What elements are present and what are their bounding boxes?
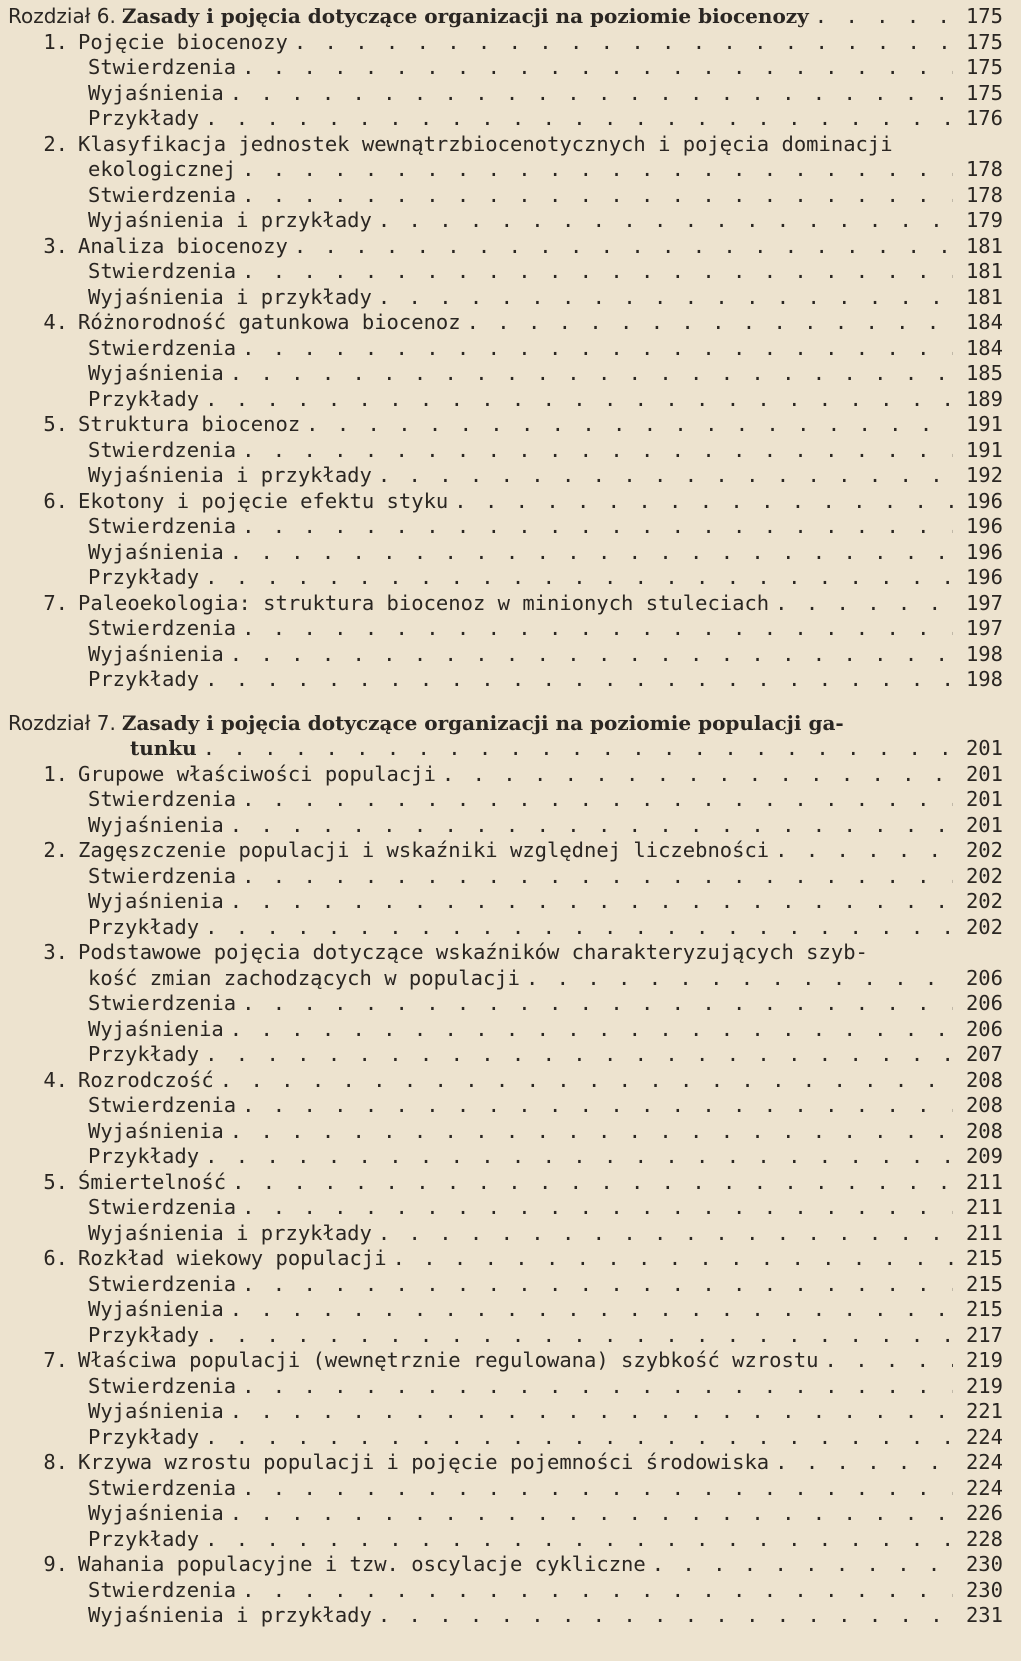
subsection-title: Wyjaśnienia i przykłady xyxy=(88,284,372,309)
section-title: Rozrodczość xyxy=(78,1067,214,1092)
section-title: Struktura biocenoz xyxy=(78,412,301,436)
subsection-title: Wyjaśnienia xyxy=(88,812,224,837)
subsection-entry xyxy=(8,667,1003,693)
subsection-title: Stwierdzenia xyxy=(88,1195,237,1219)
subsection-entry xyxy=(8,1501,1003,1527)
chapter-label: Rozdział 6. xyxy=(8,4,116,28)
section-page-number: 178 xyxy=(965,157,1003,181)
section-title: Grupowe właściwości populacji xyxy=(78,761,436,786)
dot-leader xyxy=(242,1195,953,1221)
subsection-title: Przykłady xyxy=(88,1424,200,1449)
subsection-page-number: 209 xyxy=(965,1144,1003,1168)
dot-leader xyxy=(294,234,953,260)
section-page-number: 181 xyxy=(965,233,1003,258)
subsection-page-number: 197 xyxy=(965,616,1003,640)
section-entry xyxy=(8,838,1003,864)
subsection-title: Stwierdzenia xyxy=(88,1093,237,1117)
subsection-entry xyxy=(8,81,1003,107)
subsection-page-number: 215 xyxy=(965,1297,1003,1321)
subsection-title: Stwierdzenia xyxy=(88,335,237,360)
table-of-contents xyxy=(8,4,1003,1629)
dot-leader xyxy=(378,1221,953,1247)
subsection-title: Wyjaśnienia xyxy=(88,1016,224,1041)
subsection-page-number: 211 xyxy=(965,1195,1003,1219)
section-entry-cont xyxy=(8,157,1003,183)
subsection-entry xyxy=(8,1425,1003,1451)
subsection-page-number: 176 xyxy=(965,106,1003,130)
subsection-entry xyxy=(8,336,1003,362)
dot-leader xyxy=(205,1042,953,1068)
chapter-title: Zasady i pojęcia dotyczące organizacji na poziomie biocenozy xyxy=(121,4,809,28)
section-title: Zagęszczenie populacji i wskaźniki względnej liczebności xyxy=(78,838,770,862)
subsection-entry xyxy=(8,1272,1003,1298)
section-page-number: 184 xyxy=(965,310,1003,334)
subsection-entry xyxy=(8,1476,1003,1502)
dot-leader xyxy=(230,642,953,668)
subsection-entry xyxy=(8,1578,1003,1604)
chapter-page-number: 175 xyxy=(965,4,1003,28)
section-title: Pojęcie biocenozy xyxy=(78,29,288,54)
section-entry xyxy=(8,412,1003,438)
dot-leader xyxy=(242,1374,953,1400)
subsection-page-number: 175 xyxy=(965,55,1003,79)
subsection-title: Przykłady xyxy=(88,565,200,589)
section-entry xyxy=(8,234,1003,260)
subsection-page-number: 224 xyxy=(965,1424,1003,1449)
dot-leader xyxy=(230,889,953,915)
dot-leader xyxy=(205,1527,953,1553)
subsection-entry xyxy=(8,514,1003,540)
subsection-title: Stwierdzenia xyxy=(88,1373,237,1398)
subsection-page-number: 202 xyxy=(965,914,1003,939)
subsection-title: Wyjaśnienia xyxy=(88,1118,224,1143)
section-entry-cont xyxy=(8,966,1003,992)
subsection-page-number: 202 xyxy=(965,863,1003,888)
dot-leader xyxy=(242,787,953,813)
subsection-entry xyxy=(8,208,1003,234)
section-entry xyxy=(8,762,1003,788)
subsection-title: Wyjaśnienia xyxy=(88,80,224,105)
subsection-page-number: 179 xyxy=(965,208,1003,232)
section-page-number: 175 xyxy=(965,29,1003,54)
subsection-title: Wyjaśnienia i przykłady xyxy=(88,1603,372,1627)
section-title: Rozkład wiekowy populacji xyxy=(78,1246,387,1270)
section-entry xyxy=(8,30,1003,56)
section-number: 9. xyxy=(43,1552,68,1576)
chapter-heading xyxy=(8,711,1003,737)
subsection-page-number: 178 xyxy=(965,182,1003,207)
section-number: 1. xyxy=(43,29,68,54)
section-title: Analiza biocenozy xyxy=(78,233,288,258)
subsection-page-number: 219 xyxy=(965,1373,1003,1398)
subsection-entry xyxy=(8,183,1003,209)
section-page-number: 206 xyxy=(965,965,1003,990)
section-title: Śmiertelność xyxy=(78,1169,227,1194)
section-number: 2. xyxy=(43,838,68,862)
section-page-number: 201 xyxy=(965,761,1003,786)
section-entry xyxy=(8,940,1003,966)
subsection-title: Stwierdzenia xyxy=(88,182,237,207)
dot-leader xyxy=(205,565,953,591)
subsection-entry xyxy=(8,387,1003,413)
dot-leader xyxy=(242,1272,953,1298)
chapter-label: Rozdział 7. xyxy=(8,710,116,735)
subsection-title: Stwierdzenia xyxy=(88,514,237,538)
subsection-entry xyxy=(8,864,1003,890)
chapter-block xyxy=(8,4,1003,693)
dot-leader xyxy=(242,991,953,1017)
subsection-entry xyxy=(8,889,1003,915)
section-page-number: 197 xyxy=(965,590,1003,615)
subsection-page-number: 207 xyxy=(965,1042,1003,1066)
dot-leader xyxy=(230,1297,953,1323)
subsection-page-number: 215 xyxy=(965,1271,1003,1296)
subsection-page-number: 208 xyxy=(965,1093,1003,1117)
section-number: 3. xyxy=(43,233,68,258)
section-number: 7. xyxy=(43,1348,68,1372)
section-entry xyxy=(8,1246,1003,1272)
dot-leader xyxy=(526,966,953,992)
dot-leader xyxy=(378,463,953,489)
section-page-number: 202 xyxy=(965,838,1003,862)
section-title: Wahania populacyjne i tzw. oscylacje cykliczne xyxy=(78,1552,646,1576)
dot-leader xyxy=(378,208,953,234)
subsection-title: Stwierdzenia xyxy=(88,1577,237,1602)
subsection-entry xyxy=(8,1323,1003,1349)
subsection-entry xyxy=(8,1297,1003,1323)
subsection-page-number: 224 xyxy=(965,1475,1003,1500)
subsection-entry xyxy=(8,1042,1003,1068)
dot-leader xyxy=(230,813,953,839)
dot-leader xyxy=(242,259,953,285)
subsection-title: Przykłady xyxy=(88,386,200,411)
subsection-page-number: 184 xyxy=(965,335,1003,360)
subsection-entry xyxy=(8,991,1003,1017)
dot-leader xyxy=(242,864,953,890)
section-title: Paleoekologia: struktura biocenoz w minionych stuleciach xyxy=(78,590,770,615)
section-number: 6. xyxy=(43,1246,68,1270)
dot-leader xyxy=(232,1170,953,1196)
dot-leader xyxy=(242,514,953,540)
subsection-entry xyxy=(8,1195,1003,1221)
subsection-title: Przykłady xyxy=(88,1526,200,1551)
subsection-entry xyxy=(8,1119,1003,1145)
subsection-title: Wyjaśnienia xyxy=(88,1399,224,1423)
subsection-page-number: 196 xyxy=(965,565,1003,589)
section-page-number: 224 xyxy=(965,1450,1003,1474)
section-title: Podstawowe pojęcia dotyczące wskaźników charakteryzujących szyb- xyxy=(78,940,868,964)
subsection-page-number: 175 xyxy=(965,80,1003,105)
section-page-number: 219 xyxy=(965,1348,1003,1372)
section-title: Klasyfikacja jednostek wewnątrzbiocenotycznych i pojęcia dominacji xyxy=(78,131,893,156)
dot-leader xyxy=(205,1425,953,1451)
dot-leader xyxy=(230,361,953,387)
subsection-page-number: 196 xyxy=(965,539,1003,564)
chapter-block xyxy=(8,711,1003,1629)
subsection-page-number: 181 xyxy=(965,259,1003,283)
section-title-cont: kość zmian zachodzących w populacji xyxy=(88,965,520,990)
section-entry xyxy=(8,310,1003,336)
subsection-title: Wyjaśnienia xyxy=(88,889,224,913)
dot-leader xyxy=(205,106,953,132)
subsection-page-number: 201 xyxy=(965,787,1003,811)
dot-leader xyxy=(815,4,953,30)
section-title-cont: ekologicznej xyxy=(88,157,237,181)
subsection-entry xyxy=(8,565,1003,591)
subsection-title: Przykłady xyxy=(88,1144,200,1168)
subsection-title: Wyjaśnienia xyxy=(88,361,224,385)
subsection-page-number: 185 xyxy=(965,361,1003,385)
section-number: 6. xyxy=(43,488,68,513)
section-entry xyxy=(8,1068,1003,1094)
subsection-title: Wyjaśnienia i przykłady xyxy=(88,463,372,487)
section-title: Krzywa wzrostu populacji i pojęcie pojemności środowiska xyxy=(78,1450,770,1474)
dot-leader xyxy=(242,336,953,362)
section-entry xyxy=(8,1348,1003,1374)
section-entry xyxy=(8,132,1003,158)
dot-leader xyxy=(205,387,953,413)
subsection-title: Wyjaśnienia xyxy=(88,1501,224,1525)
subsection-entry xyxy=(8,106,1003,132)
section-number: 3. xyxy=(43,940,68,964)
chapter-heading xyxy=(8,4,1003,30)
subsection-entry xyxy=(8,540,1003,566)
section-page-number: 230 xyxy=(965,1552,1003,1576)
subsection-page-number: 196 xyxy=(965,514,1003,538)
subsection-title: Wyjaśnienia xyxy=(88,641,224,666)
dot-leader xyxy=(205,667,953,693)
section-number: 1. xyxy=(43,761,68,786)
dot-leader xyxy=(242,438,953,464)
dot-leader xyxy=(205,1144,953,1170)
dot-leader xyxy=(230,1399,953,1425)
dot-leader xyxy=(775,591,953,617)
section-page-number: 215 xyxy=(965,1246,1003,1270)
subsection-page-number: 211 xyxy=(965,1220,1003,1245)
dot-leader xyxy=(230,540,953,566)
subsection-page-number: 192 xyxy=(965,463,1003,487)
subsection-title: Przykłady xyxy=(88,914,200,939)
subsection-entry xyxy=(8,787,1003,813)
dot-leader xyxy=(467,310,953,336)
subsection-page-number: 230 xyxy=(965,1577,1003,1602)
subsection-title: Wyjaśnienia i przykłady xyxy=(88,208,372,232)
subsection-entry xyxy=(8,361,1003,387)
dot-leader xyxy=(205,915,953,941)
subsection-title: Stwierdzenia xyxy=(88,1475,237,1500)
subsection-title: Wyjaśnienia i przykłady xyxy=(88,1220,372,1245)
dot-leader xyxy=(825,1348,953,1374)
dot-leader xyxy=(220,1068,953,1094)
subsection-entry xyxy=(8,259,1003,285)
subsection-page-number: 198 xyxy=(965,667,1003,691)
subsection-entry xyxy=(8,1527,1003,1553)
subsection-entry xyxy=(8,1399,1003,1425)
subsection-page-number: 189 xyxy=(965,386,1003,411)
subsection-page-number: 206 xyxy=(965,1016,1003,1041)
subsection-title: Stwierdzenia xyxy=(88,1271,237,1296)
dot-leader xyxy=(242,55,953,81)
subsection-title: Przykłady xyxy=(88,1322,200,1347)
chapter-heading-cont xyxy=(8,736,1003,762)
section-page-number: 208 xyxy=(965,1067,1003,1092)
subsection-entry xyxy=(8,1221,1003,1247)
dot-leader xyxy=(242,1476,953,1502)
subsection-title: Stwierdzenia xyxy=(88,55,237,79)
subsection-entry xyxy=(8,1093,1003,1119)
section-number: 7. xyxy=(43,590,68,615)
dot-leader xyxy=(242,157,953,183)
dot-leader xyxy=(294,30,953,56)
subsection-page-number: 228 xyxy=(965,1526,1003,1551)
subsection-title: Stwierdzenia xyxy=(88,437,237,462)
dot-leader xyxy=(242,1578,953,1604)
dot-leader xyxy=(393,1246,953,1272)
section-entry xyxy=(8,489,1003,515)
subsection-title: Stwierdzenia xyxy=(88,259,237,283)
subsection-page-number: 191 xyxy=(965,437,1003,462)
dot-leader xyxy=(230,1119,953,1145)
subsection-page-number: 201 xyxy=(965,812,1003,837)
dot-leader xyxy=(442,762,953,788)
section-number: 8. xyxy=(43,1450,68,1474)
dot-leader xyxy=(203,736,953,762)
subsection-entry xyxy=(8,1603,1003,1629)
dot-leader xyxy=(242,1093,953,1119)
dot-leader xyxy=(242,616,953,642)
dot-leader xyxy=(775,838,953,864)
subsection-entry xyxy=(8,55,1003,81)
dot-leader xyxy=(652,1552,953,1578)
subsection-title: Wyjaśnienia xyxy=(88,539,224,564)
section-number: 2. xyxy=(43,131,68,156)
subsection-title: Stwierdzenia xyxy=(88,787,237,811)
dot-leader xyxy=(242,183,953,209)
subsection-title: Stwierdzenia xyxy=(88,991,237,1015)
dot-leader xyxy=(205,1323,953,1349)
subsection-entry xyxy=(8,1374,1003,1400)
section-entry xyxy=(8,1170,1003,1196)
subsection-page-number: 206 xyxy=(965,991,1003,1015)
subsection-entry xyxy=(8,285,1003,311)
section-page-number: 211 xyxy=(965,1169,1003,1194)
subsection-page-number: 198 xyxy=(965,641,1003,666)
subsection-entry xyxy=(8,1017,1003,1043)
subsection-entry xyxy=(8,438,1003,464)
dot-leader xyxy=(230,81,953,107)
subsection-title: Stwierdzenia xyxy=(88,616,237,640)
subsection-page-number: 226 xyxy=(965,1501,1003,1525)
section-page-number: 191 xyxy=(965,412,1003,436)
subsection-page-number: 217 xyxy=(965,1322,1003,1347)
dot-leader xyxy=(378,285,953,311)
subsection-entry xyxy=(8,915,1003,941)
subsection-entry xyxy=(8,642,1003,668)
subsection-page-number: 231 xyxy=(965,1603,1003,1627)
subsection-title: Wyjaśnienia xyxy=(88,1297,224,1321)
section-entry xyxy=(8,1450,1003,1476)
subsection-page-number: 208 xyxy=(965,1118,1003,1143)
subsection-entry xyxy=(8,813,1003,839)
section-number: 4. xyxy=(43,1067,68,1092)
dot-leader xyxy=(230,1501,953,1527)
section-title: Ekotony i pojęcie efektu styku xyxy=(78,488,449,513)
subsection-title: Przykłady xyxy=(88,106,200,130)
chapter-title-cont: tunku xyxy=(130,736,197,760)
subsection-entry xyxy=(8,463,1003,489)
section-title: Różnorodność gatunkowa biocenoz xyxy=(78,310,461,334)
dot-leader xyxy=(775,1450,953,1476)
chapter-title: Zasady i pojęcia dotyczące organizacji na poziomie populacji ga- xyxy=(121,710,844,735)
subsection-entry xyxy=(8,616,1003,642)
dot-leader xyxy=(454,489,953,515)
section-title: Właściwa populacji (wewnętrznie regulowana) szybkość wzrostu xyxy=(78,1348,819,1372)
section-number: 5. xyxy=(43,412,68,436)
section-entry xyxy=(8,591,1003,617)
subsection-title: Przykłady xyxy=(88,667,200,691)
section-page-number: 196 xyxy=(965,488,1003,513)
subsection-title: Stwierdzenia xyxy=(88,863,237,888)
subsection-entry xyxy=(8,1144,1003,1170)
dot-leader xyxy=(306,412,953,438)
dot-leader xyxy=(230,1017,953,1043)
subsection-title: Przykłady xyxy=(88,1042,200,1066)
section-entry xyxy=(8,1552,1003,1578)
chapter-page-number: 201 xyxy=(965,736,1003,760)
section-number: 4. xyxy=(43,310,68,334)
subsection-page-number: 221 xyxy=(965,1399,1003,1423)
subsection-page-number: 202 xyxy=(965,889,1003,913)
subsection-page-number: 181 xyxy=(965,284,1003,309)
section-number: 5. xyxy=(43,1169,68,1194)
dot-leader xyxy=(378,1603,953,1629)
